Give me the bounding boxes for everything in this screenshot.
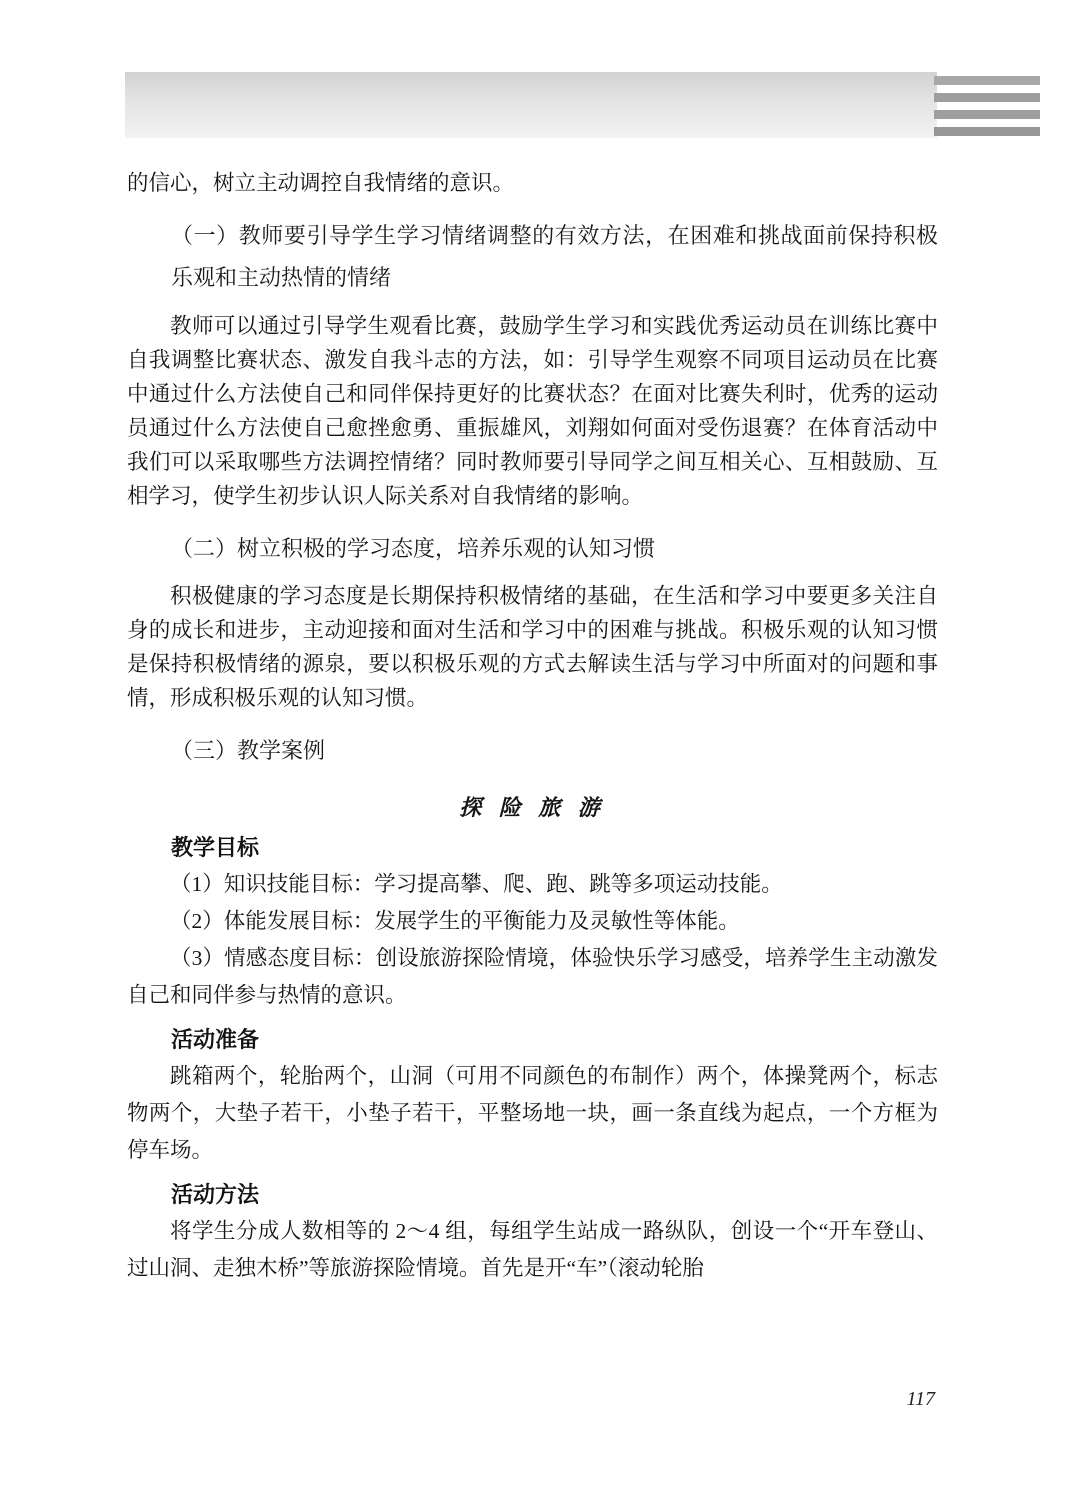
- page-number: 117: [906, 1388, 935, 1410]
- teaching-goals-heading: 教学目标: [171, 835, 260, 860]
- goal-item-3: （3）情感态度目标：创设旅游探险情境，体验快乐学习感受，培养学生主动激发自己和同伴参与热情的意识。: [127, 946, 938, 1007]
- section-heading-1: （一）教师要引导学生学习情绪调整的有效方法，在困难和挑战面前保持积极乐观和主动热情的情绪: [171, 223, 938, 290]
- goal-item-1: （1）知识技能目标：学习提高攀、爬、跑、跳等多项运动技能。: [170, 872, 783, 896]
- case-title: 探 险 旅 游: [459, 795, 606, 820]
- section-heading-3: （三）教学案例: [171, 738, 326, 763]
- activity-preparation-heading: 活动准备: [171, 1027, 260, 1052]
- section-heading-2: （二）树立积极的学习态度，培养乐观的认知习惯: [171, 536, 656, 561]
- section-1-paragraph: 教师可以通过引导学生观看比赛，鼓励学生学习和实践优秀运动员在训练比赛中自我调整比赛状态、激发自我斗志的方法，如：引导学生观察不同项目运动员在比赛中通过什么方法使自己和同伴保持更好的比赛状态？在面对比赛失利时，优秀的运动员通过什么方法使自己愈挫愈勇、重振雄风，刘翔如何面对受伤退赛？在体育活动中我们可以采取哪些方法调控情绪？同时教师要引导同学之间互相关心、互相鼓励、互相学习，使学生初步认识人际关系对自我情绪的影响。: [127, 314, 938, 508]
- goal-item-2: （2）体能发展目标：发展学生的平衡能力及灵敏性等体能。: [170, 909, 740, 933]
- activity-method-heading: 活动方法: [171, 1182, 260, 1207]
- intro-paragraph: 的信心，树立主动调控自我情绪的意识。: [127, 171, 515, 195]
- activity-preparation-paragraph: 跳箱两个，轮胎两个，山洞（可用不同颜色的布制作）两个，体操凳两个，标志物两个，大垫子若干，小垫子若干，平整场地一块，画一条直线为起点，一个方框为停车场。: [127, 1064, 938, 1162]
- activity-method-paragraph: 将学生分成人数相等的 2～4 组，每组学生站成一路纵队，创设一个“开车登山、过山洞、走独木桥”等旅游探险情境。首先是开“车”（滚动轮胎: [127, 1219, 938, 1280]
- section-2-paragraph: 积极健康的学习态度是长期保持积极情绪的基础，在生活和学习中要更多关注自身的成长和进步，主动迎接和面对生活和学习中的困难与挑战。积极乐观的认知习惯是保持积极情绪的源泉，要以积极乐观的方式去解读生活与学习中所面对的问题和事情，形成积极乐观的认知习惯。: [127, 584, 938, 710]
